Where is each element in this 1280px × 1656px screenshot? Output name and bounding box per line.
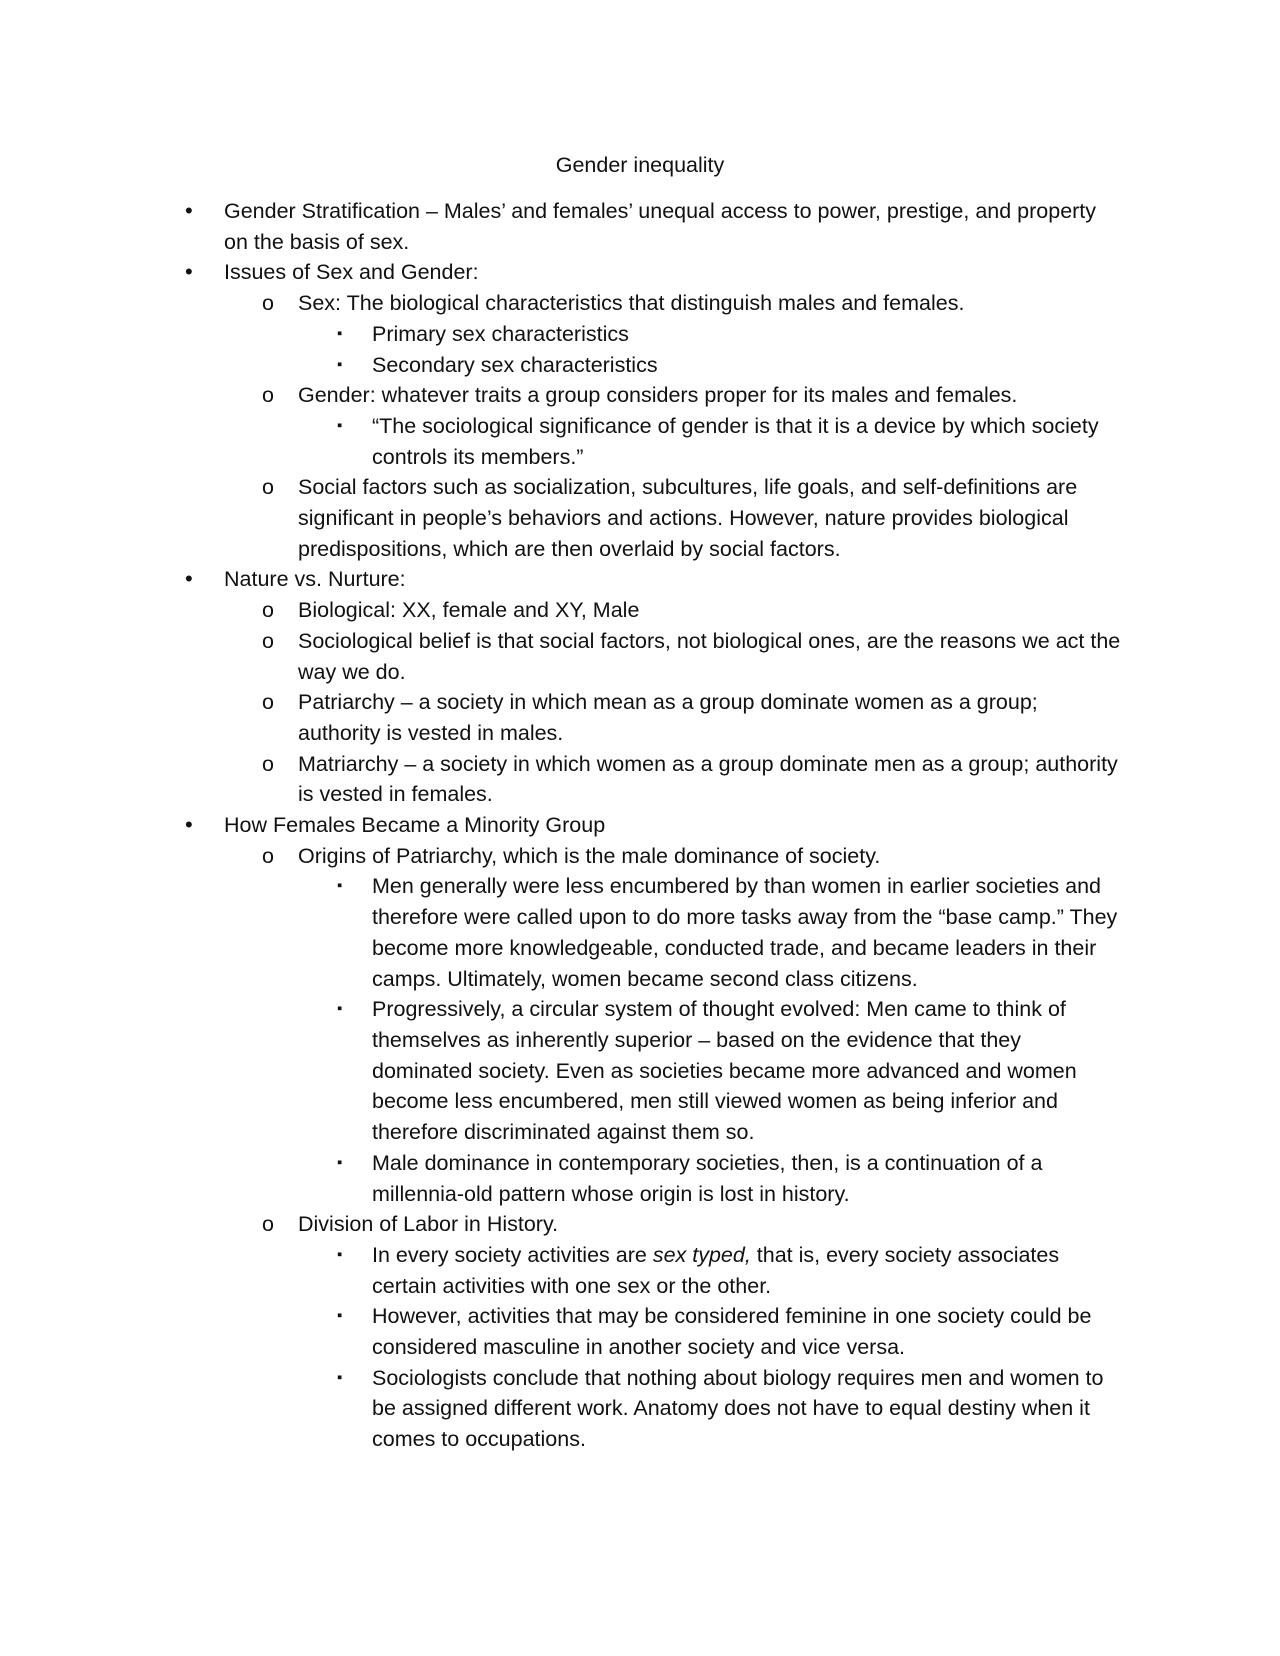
text-run: that is, every society associates certain activities with one sex or the other. bbox=[372, 1242, 1060, 1298]
list-item bbox=[0, 411, 1280, 472]
list-item-text: Origins of Patriarchy, which is the male dominance of society. bbox=[298, 843, 881, 868]
italic-term: sex typed, bbox=[652, 1242, 751, 1267]
text-run: In every society activities are bbox=[372, 1242, 653, 1267]
list-item-text: Gender Stratification – Males’ and females’ unequal access to power, prestige, and property on the basis of sex. bbox=[224, 199, 1097, 254]
list-item-text: Matriarchy – a society in which women as a group dominate men as a group; authority is vested in females. bbox=[298, 751, 1118, 807]
list-item-text: Sociologists conclude that nothing about biology requires men and women to be assigned different work. Anatomy does not have to equal destiny when it comes to occupations. bbox=[372, 1365, 1104, 1452]
bullet-circle-icon: o bbox=[262, 475, 274, 500]
bullet-circle-icon: o bbox=[262, 751, 274, 776]
list-item-text: How Females Became a Minority Group bbox=[224, 813, 606, 838]
list-item bbox=[0, 1301, 1280, 1362]
list-item-text: Progressively, a circular system of thought evolved: Men came to think of themselves as inherently superior – based on the evidence that they dominated society. Even as societies became more advanced and women become less encumbered, men still viewed women as being inferior and therefore discriminated against them so. bbox=[372, 997, 1077, 1145]
list-item-text: However, activities that may be considered feminine in one society could be considered masculine in another society and vice versa. bbox=[372, 1304, 1092, 1360]
list-item-text: Biological: XX, female and XY, Male bbox=[298, 598, 640, 623]
list-item-text: Secondary sex characteristics bbox=[372, 352, 658, 377]
list-item bbox=[0, 1240, 1280, 1301]
list-item-text bbox=[372, 1240, 1124, 1301]
list-item bbox=[0, 595, 1280, 626]
bullet-disc-icon: • bbox=[185, 566, 193, 592]
outline-list bbox=[0, 196, 1280, 1455]
list-item-text: Gender: whatever traits a group considers proper for its males and females. bbox=[298, 383, 1018, 408]
bullet-circle-icon: o bbox=[262, 1212, 274, 1237]
bullet-square-icon: ▪ bbox=[337, 355, 343, 373]
list-item bbox=[0, 1209, 1280, 1240]
bullet-circle-icon: o bbox=[262, 843, 274, 868]
bullet-square-icon: ▪ bbox=[337, 1307, 343, 1325]
bullet-circle-icon: o bbox=[262, 598, 274, 623]
bullet-square-icon: ▪ bbox=[337, 416, 343, 434]
bullet-square-icon: ▪ bbox=[337, 324, 343, 342]
list-item bbox=[0, 288, 1280, 319]
bullet-square-icon: ▪ bbox=[337, 877, 343, 895]
list-item-text: Men generally were less encumbered by than women in earlier societies and therefore were called upon to do more tasks away from the “base camp.” They become more knowledgeable, conducted trade, and became leaders in their camps. Ultimately, women became second class citizens. bbox=[372, 874, 1118, 991]
list-item bbox=[0, 380, 1280, 411]
list-item bbox=[0, 749, 1280, 810]
bullet-disc-icon: • bbox=[185, 812, 193, 838]
bullet-circle-icon: o bbox=[262, 690, 274, 715]
list-item-text: Sociological belief is that social factors, not biological ones, are the reasons we act the way we do. bbox=[298, 628, 1121, 684]
list-item bbox=[0, 196, 1280, 257]
list-item bbox=[0, 472, 1280, 564]
bullet-circle-icon: o bbox=[262, 383, 274, 408]
list-item-text: Male dominance in contemporary societies, then, is a continuation of a millennia-old pattern whose origin is lost in history. bbox=[372, 1150, 1043, 1206]
bullet-square-icon: ▪ bbox=[337, 1245, 343, 1263]
bullet-square-icon: ▪ bbox=[337, 1368, 343, 1386]
bullet-circle-icon: o bbox=[262, 291, 274, 316]
list-item-text: Primary sex characteristics bbox=[372, 321, 629, 346]
bullet-disc-icon: • bbox=[185, 259, 193, 285]
bullet-circle-icon: o bbox=[262, 628, 274, 653]
list-item bbox=[0, 1148, 1280, 1209]
bullet-square-icon: ▪ bbox=[337, 1153, 343, 1171]
bullet-disc-icon: • bbox=[185, 198, 193, 223]
list-item-text: Social factors such as socialization, subcultures, life goals, and self-definitions are significant in people’s behaviors and actions. However, nature provides biological predispositions, which are then overlaid by social factors. bbox=[298, 475, 1078, 561]
list-item bbox=[0, 564, 1280, 595]
list-item bbox=[0, 994, 1280, 1148]
list-item bbox=[0, 1363, 1280, 1455]
list-item-text: Nature vs. Nurture: bbox=[224, 567, 406, 592]
list-item bbox=[0, 319, 1280, 350]
list-item bbox=[0, 871, 1280, 994]
list-item bbox=[0, 810, 1280, 841]
list-item-text: Issues of Sex and Gender: bbox=[224, 260, 479, 285]
list-item bbox=[0, 841, 1280, 872]
list-item bbox=[0, 350, 1280, 381]
list-item-text: Division of Labor in History. bbox=[298, 1212, 559, 1237]
list-item-text: “The sociological significance of gender is that it is a device by which society controls its members.” bbox=[372, 413, 1099, 469]
list-item bbox=[0, 257, 1280, 288]
list-item bbox=[0, 687, 1280, 748]
bullet-square-icon: ▪ bbox=[337, 1000, 343, 1018]
list-item-text: Patriarchy – a society in which mean as a group dominate women as a group; authority is vested in males. bbox=[298, 690, 1038, 745]
list-item bbox=[0, 626, 1280, 687]
document-title: Gender inequality bbox=[555, 153, 725, 177]
list-item-text: Sex: The biological characteristics that distinguish males and females. bbox=[298, 291, 965, 316]
